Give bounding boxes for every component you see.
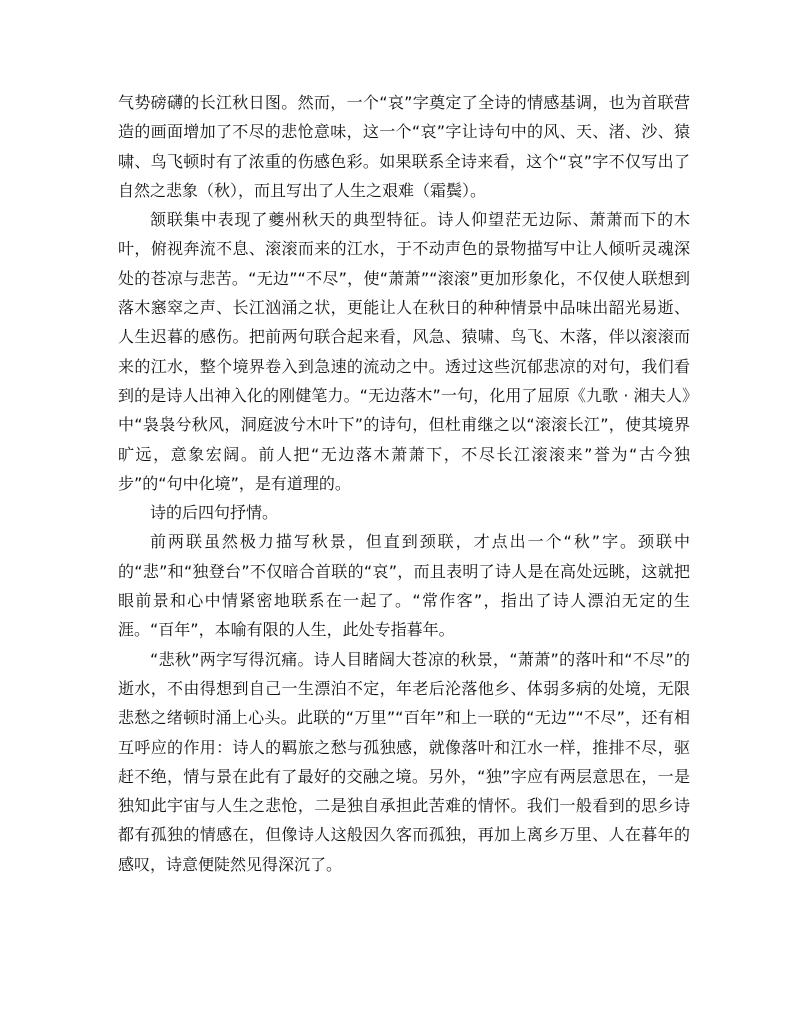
paragraph-couplet-two: 颔联集中表现了夔州秋天的典型特征。诗人仰望茫无边际、萧萧而下的木叶，俯视奔流不息、滚滚而来的江水，于不动声色的景物描写中让人倾听灵魂深处的苍凉与悲苦。“无边”“不尽”，使“萧萧”“滚滚”更加形象化，不仅使人联想到落木窸窣之声、长江汹涌之状，更能让人在秋日的种种情景中品味出韶光易逝、人生迟暮的感伤。把前两句联合起来看，风急、猿啸、鸟飞、木落，伴以滚滚而来的江水，整个境界卷入到急速的流动之中。透过这些沉郁悲凉的对句，我们看到的是诗人出神入化的刚健笔力。“无边落木”一句，化用了屈原《九歌 · 湘夫人》中“袅袅兮秋风，洞庭波兮木叶下”的诗句，但杜甫继之以“滚滚长江”，使其境界旷远，意象宏阔。前人把“无边落木萧萧下，不尽长江滚滚来”誉为“古今独步”的“句中化境”，是有道理的。 (118, 210, 690, 493)
paragraph-lyric-intro: 诗的后四句抒情。 (150, 503, 279, 523)
document-page (118, 88, 690, 879)
paragraph-couplet-three: 前两联虽然极力描写秋景，但直到颈联，才点出一个“秋”字。颈联中的“悲”和“独登台”不仅暗合首联的“哀”，而且表明了诗人是在高处远眺，这就把眼前景和心中情紧密地联系在一起了。“常作客”，指出了诗人漂泊无定的生涯。“百年”，本喻有限的人生，此处专指暮年。 (118, 532, 690, 640)
paragraph-sorrow-autumn: “悲秋”两字写得沉痛。诗人目睹阔大苍凉的秋景，“萧萧”的落叶和“不尽”的逝水，不由得想到自己一生漂泊不定，年老后沦落他乡、体弱多病的处境，无限悲愁之绪顿时涌上心头。此联的“万里”“百年”和上一联的“无边”“不尽”，还有相互呼应的作用：诗人的羁旅之愁与孤独感，就像落叶和江水一样，推排不尽，驱赶不绝，情与景在此有了最好的交融之境。另外，“独”字应有两层意思在，一是独知此宇宙与人生之悲怆，二是独自承担此苦难的情怀。我们一般看到的思乡诗都有孤独的情感在，但像诗人这般因久客而孤独，再加上离乡万里、人在暮年的感叹，诗意便陡然见得深沉了。 (118, 649, 690, 874)
paragraph-continuation: 气势磅礴的长江秋日图。然而，一个“哀”字奠定了全诗的情感基调，也为首联营造的画面增加了不尽的悲怆意味，这一个“哀”字让诗句中的风、天、渚、沙、猿啸、鸟飞顿时有了浓重的伤感色彩。如果联系全诗来看，这个“哀”字不仅写出了自然之悲象（秋），而且写出了人生之艰难（霜鬓）。 (118, 93, 690, 200)
